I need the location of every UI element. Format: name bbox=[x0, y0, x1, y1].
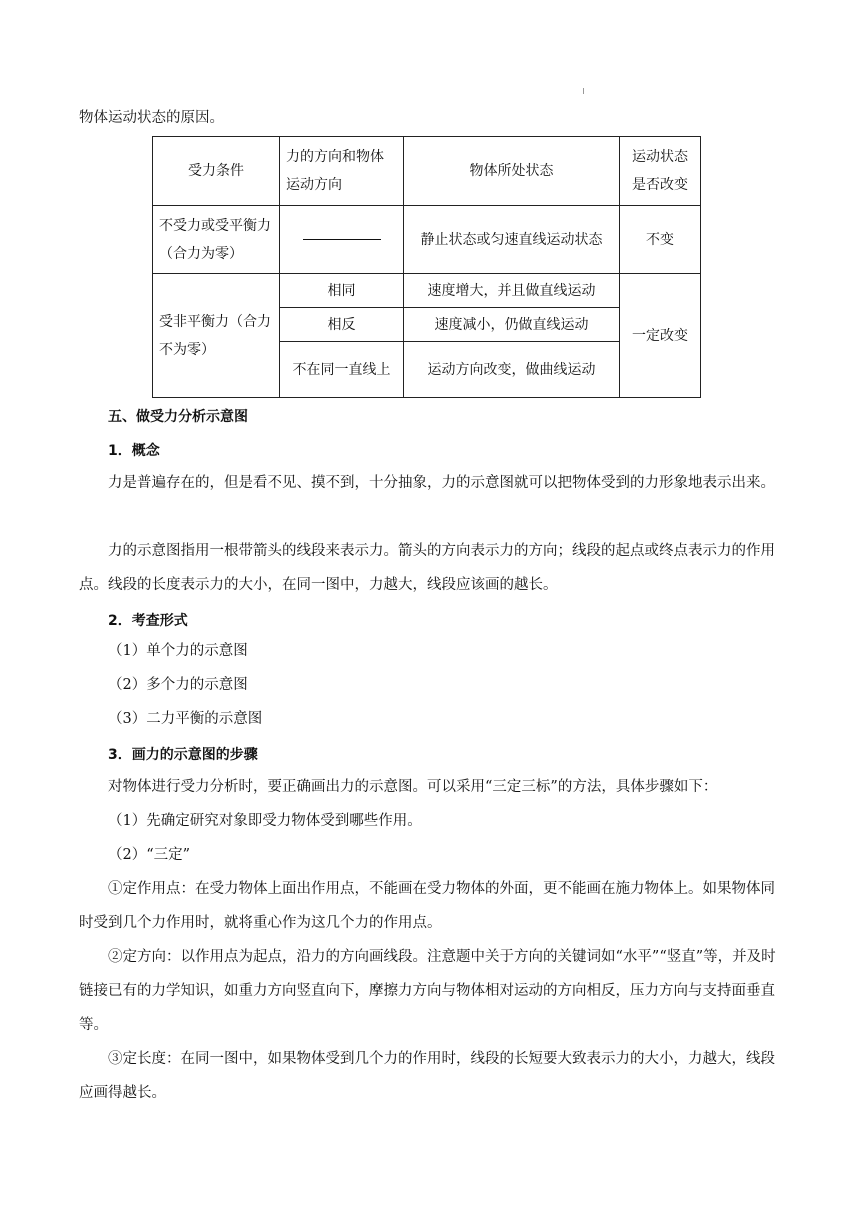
row2-state-opposite: 速度减小，仍做直线运动 bbox=[404, 308, 620, 342]
subsection-title-concept: 1．概念 bbox=[108, 443, 160, 459]
row1-condition: 不受力或受平衡力（合力为零） bbox=[153, 206, 280, 274]
dash-line bbox=[303, 239, 381, 240]
header-changed: 运动状态是否改变 bbox=[620, 137, 701, 206]
header-state: 物体所处状态 bbox=[404, 137, 620, 206]
header-direction: 力的方向和物体运动方向 bbox=[280, 137, 404, 206]
subsection-title-forms: 2．考查形式 bbox=[108, 613, 188, 629]
row2-condition: 受非平衡力（合力不为零） bbox=[153, 274, 280, 398]
list-item: （2）多个力的示意图 bbox=[108, 677, 248, 693]
row2-direction-same: 相同 bbox=[280, 274, 404, 308]
section-title: 五、做受力分析示意图 bbox=[108, 409, 248, 425]
row2-direction-opposite: 相反 bbox=[280, 308, 404, 342]
force-state-table bbox=[152, 136, 701, 398]
concept-paragraph-1: 力是普遍存在的，但是看不见、摸不到，十分抽象，力的示意图就可以把物体受到的力形象地表示出来。 bbox=[108, 475, 775, 491]
row2-changed: 一定改变 bbox=[620, 274, 701, 398]
table-row bbox=[153, 274, 701, 308]
intro-tail-text: 物体运动状态的原因。 bbox=[79, 110, 224, 126]
row2-state-notline: 运动方向改变，做曲线运动 bbox=[404, 342, 620, 398]
subsection-title-steps: 3．画力的示意图的步骤 bbox=[108, 747, 258, 763]
row2-direction-notline: 不在同一直线上 bbox=[280, 342, 404, 398]
list-item: （1）单个力的示意图 bbox=[108, 643, 248, 659]
row1-changed: 不变 bbox=[620, 206, 701, 274]
row1-state: 静止状态或匀速直线运动状态 bbox=[404, 206, 620, 274]
table-header-row bbox=[153, 137, 701, 206]
header-condition: 受力条件 bbox=[153, 137, 280, 206]
step-direction: ②定方向：以作用点为起点，沿力的方向画线段。注意题中关于方向的关键词如“水平”“竖直”等，并及时链接已有的力学知识，如重力方向竖直向下，摩擦力方向与物体相对运动的方向相反，压力方向与支持面垂直等。 bbox=[79, 949, 776, 1033]
row2-state-same: 速度增大，并且做直线运动 bbox=[404, 274, 620, 308]
step-action-point: ①定作用点：在受力物体上面出作用点，不能画在受力物体的外面，更不能画在施力物体上。如果物体同时受到几个力作用时，就将重心作为这几个力的作用点。 bbox=[79, 881, 775, 931]
row1-direction bbox=[280, 206, 404, 274]
steps-item-2: （2）“三定” bbox=[108, 847, 191, 863]
step-length: ③定长度：在同一图中，如果物体受到几个力的作用时，线段的长短要大致表示力的大小，力越大，线段应画得越长。 bbox=[79, 1051, 775, 1101]
steps-item-1: （1）先确定研究对象即受力物体受到哪些作用。 bbox=[108, 813, 422, 829]
table-row bbox=[153, 206, 701, 274]
steps-intro-paragraph: 对物体进行受力分析时，要正确画出力的示意图。可以采用“三定三标”的方法，具体步骤如下： bbox=[108, 779, 718, 795]
page-mark bbox=[583, 88, 584, 94]
concept-paragraph-2: 力的示意图指用一根带箭头的线段来表示力。箭头的方向表示力的方向；线段的起点或终点表示力的作用点。线段的长度表示力的大小，在同一图中，力越大，线段应该画的越长。 bbox=[79, 543, 775, 593]
list-item: （3）二力平衡的示意图 bbox=[108, 711, 263, 727]
